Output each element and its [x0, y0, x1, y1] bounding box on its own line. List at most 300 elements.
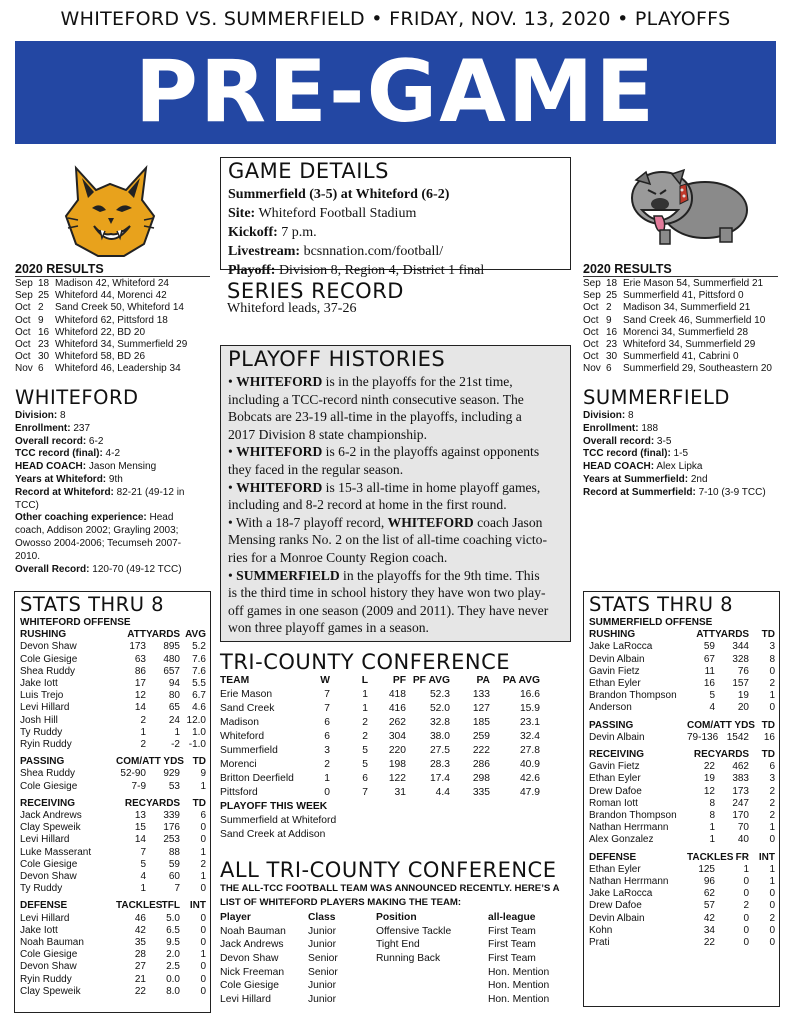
info-line — [15, 423, 215, 436]
bobcat-logo-icon — [58, 160, 163, 260]
info-line — [15, 461, 215, 474]
playoff-week-title: PLAYOFF THIS WEEK — [220, 801, 328, 812]
stats-header-cell: RECEIVING — [589, 749, 645, 761]
stats-cell: 5.5 — [192, 678, 206, 690]
stats-cell: 94 — [168, 678, 180, 690]
stats-cell: Cole Giesige — [20, 949, 78, 961]
result-score: Summerfield 41, Cabrini 0 — [623, 351, 739, 363]
tcc-row — [220, 786, 572, 800]
tcc-header-cell: L — [361, 675, 368, 686]
tcc-row — [220, 716, 572, 730]
game-details-box — [220, 157, 571, 278]
info-label: Record at Whiteford: — [15, 486, 114, 498]
stats-cell: 0 — [743, 888, 749, 900]
stats-cell: 16 — [763, 731, 775, 743]
info-label: TCC record (final): — [15, 448, 103, 460]
history-text: is the third time in school history they have won two play- — [228, 585, 546, 601]
stats-header-cell: COM/ATT YDS — [687, 719, 755, 731]
info-value: 7-10 (3-9 TCC) — [695, 486, 766, 498]
stats-header-cell: TACKLES — [116, 900, 163, 912]
stats-cell: 12.0 — [186, 714, 206, 726]
result-month: Oct — [15, 326, 31, 338]
left-results-title: 2020 RESULTS — [15, 262, 210, 277]
result-row — [15, 302, 215, 314]
stats-header-row — [589, 749, 775, 761]
history-team: WHITEFORD — [387, 514, 474, 530]
stats-header-cell: TFL — [161, 900, 180, 912]
stats-row — [20, 847, 206, 859]
info-line — [583, 423, 783, 436]
info-line — [583, 474, 783, 487]
stats-cell: 0 — [200, 973, 206, 985]
stats-cell: 0 — [200, 937, 206, 949]
result-row — [583, 339, 783, 351]
info-value: 8 — [57, 410, 66, 421]
stats-row — [589, 864, 775, 876]
info-line — [15, 410, 215, 423]
stats-header-cell: INT — [189, 900, 206, 912]
result-day: 25 — [38, 290, 50, 302]
stats-header-row — [20, 798, 206, 810]
all-tcc-cell: Cole Giesige — [220, 980, 279, 992]
history-team: WHITEFORD — [236, 444, 323, 460]
stats-cell: 3 — [769, 773, 775, 785]
result-month: Oct — [583, 302, 599, 314]
all-tcc-cell: Jack Andrews — [220, 939, 284, 951]
stats-row — [20, 949, 206, 961]
stats-header-cell: YARDS — [146, 797, 181, 809]
stats-header-cell: ATT — [127, 629, 146, 641]
history-text: Mensing ranks No. 2 on the list of all-time coaching victo- — [228, 532, 548, 548]
stats-cell: 1.0 — [192, 726, 206, 738]
stats-cell: 2 — [769, 678, 775, 690]
stats-cell: 2 — [743, 900, 749, 912]
playoff-histories-body — [228, 373, 568, 637]
stats-cell: 462 — [732, 761, 749, 773]
all-tcc-row — [220, 979, 572, 993]
tcc-cell: 15.9 — [519, 703, 540, 714]
stats-cell: 60 — [168, 871, 180, 883]
stats-cell: 27 — [134, 961, 146, 973]
tcc-cell: 2 — [362, 717, 368, 728]
tcc-header-cell: PF — [392, 675, 406, 686]
result-month: Oct — [583, 339, 599, 351]
history-team: WHITEFORD — [236, 479, 323, 495]
result-row — [583, 327, 783, 339]
tcc-cell: 31 — [394, 787, 406, 798]
stats-cell: 5.2 — [192, 641, 206, 653]
stats-row — [589, 888, 775, 900]
stats-cell: Shea Ruddy — [20, 768, 76, 780]
info-label: Years at Whiteford: — [15, 473, 107, 485]
stats-row — [20, 641, 206, 653]
stats-cell: Clay Speweik — [20, 985, 81, 997]
kickoff-value: 7 p.m. — [281, 225, 317, 240]
stats-row — [589, 773, 775, 785]
stats-cell: 0 — [200, 834, 206, 846]
stats-cell: Drew Dafoe — [589, 785, 642, 797]
stats-cell: Devon Shaw — [20, 641, 77, 653]
tcc-cell: 7 — [324, 689, 330, 700]
stats-cell: 0 — [769, 702, 775, 714]
stats-cell: 895 — [163, 641, 180, 653]
stats-cell: 1 — [200, 780, 206, 792]
result-day: 16 — [38, 326, 50, 338]
history-text: is 15-3 all-time in home playoff games, — [322, 479, 541, 495]
tcc-cell: 133 — [472, 689, 490, 700]
stats-cell: Ethan Eyler — [589, 863, 641, 875]
stats-cell: Luke Masserant — [20, 846, 92, 858]
all-tcc-table — [220, 882, 572, 1006]
all-tcc-cell — [376, 993, 488, 1007]
result-row — [583, 302, 783, 314]
stats-cell: 176 — [163, 822, 180, 834]
stats-header-cell: YARDS — [715, 629, 750, 641]
tcc-cell: 2 — [362, 731, 368, 742]
stats-cell: Ryin Ruddy — [20, 739, 72, 751]
result-row — [583, 363, 783, 375]
result-row — [15, 339, 215, 351]
result-day: 18 — [38, 278, 50, 289]
game-details-title: GAME DETAILS — [228, 159, 389, 183]
stats-cell: Gavin Fietz — [589, 665, 640, 677]
result-day: 18 — [606, 278, 618, 289]
stats-row — [589, 678, 775, 690]
stats-cell: 0 — [769, 924, 775, 936]
stats-cell: Brandon Thompson — [589, 690, 677, 702]
history-lead: • — [228, 479, 237, 495]
tcc-cell: 32.4 — [519, 731, 540, 742]
series-text: Whiteford leads, 37-26 — [227, 301, 357, 316]
stats-cell: 11 — [704, 665, 715, 677]
result-score: Morenci 34, Summerfield 28 — [623, 326, 749, 338]
stats-cell: 57 — [703, 900, 715, 912]
history-text: they faced in the regular season. — [228, 461, 404, 477]
stats-cell: 339 — [163, 810, 180, 822]
result-day: 6 — [38, 363, 44, 375]
stats-header-cell: PASSING — [20, 756, 65, 768]
result-month: Nov — [15, 363, 33, 375]
stats-cell: 2 — [769, 785, 775, 797]
stats-cell: 13 — [134, 810, 146, 822]
tcc-cell: Summerfield — [220, 745, 278, 756]
stats-cell: Prati — [589, 937, 610, 949]
stats-cell: 0 — [200, 961, 206, 973]
stats-cell: 42 — [134, 924, 146, 936]
stats-row — [20, 690, 206, 702]
stats-header-cell: DEFENSE — [20, 900, 68, 912]
tcc-cell: Whiteford — [220, 731, 265, 742]
result-day: 30 — [38, 351, 50, 363]
playoff-game: Sand Creek at Addison — [220, 829, 326, 840]
stats-cell: Kohn — [589, 924, 613, 936]
stats-cell: -2 — [171, 739, 180, 751]
stats-cell: 19 — [703, 773, 715, 785]
stats-row — [589, 641, 775, 653]
stats-cell: Levi Hillard — [20, 912, 70, 924]
stats-row — [20, 727, 206, 739]
stats-cell: 0.0 — [166, 973, 180, 985]
stats-header-cell: TACKLES — [687, 851, 734, 863]
info-value: 9th — [106, 473, 123, 485]
history-text: is in the playoffs for the 21st time, — [322, 374, 513, 389]
stats-cell: 20 — [737, 702, 749, 714]
result-month: Sep — [583, 278, 601, 289]
tcc-cell: 222 — [472, 745, 490, 756]
stats-cell: 65 — [168, 702, 180, 714]
stats-header-cell: TD — [761, 719, 775, 731]
stats-cell: 2.0 — [166, 949, 180, 961]
tcc-cell: 286 — [472, 759, 490, 770]
right-stats-box — [583, 591, 780, 1007]
tcc-title: TRI-COUNTY CONFERENCE — [220, 650, 511, 674]
stats-row — [20, 961, 206, 973]
stats-row — [589, 913, 775, 925]
info-label: Enrollment: — [583, 422, 639, 434]
result-row — [583, 290, 783, 302]
result-row — [583, 315, 783, 327]
history-team: SUMMERFIELD — [236, 567, 340, 583]
result-row — [15, 278, 215, 290]
stats-cell: 24 — [168, 714, 180, 726]
game-details-body — [228, 185, 568, 280]
result-row — [15, 290, 215, 302]
info-value: 1-5 — [670, 448, 689, 460]
stats-cell: 2 — [200, 858, 206, 870]
info-value: 4-2 — [102, 448, 121, 460]
info-line — [15, 448, 215, 461]
stats-cell: 1 — [200, 871, 206, 883]
info-line — [15, 487, 215, 500]
stats-cell: 35 — [134, 937, 146, 949]
playoff-label: Playoff: — [228, 263, 276, 278]
tcc-cell: 42.6 — [519, 773, 540, 784]
stats-cell: Clay Speweik — [20, 822, 81, 834]
stats-header-row — [589, 629, 775, 641]
tcc-row — [220, 758, 572, 772]
stats-row — [589, 690, 775, 702]
stats-cell: Levi Hillard — [20, 702, 70, 714]
result-month: Oct — [15, 314, 31, 326]
result-day: 30 — [606, 351, 618, 363]
stats-header-cell: RUSHING — [589, 629, 636, 641]
result-month: Sep — [583, 290, 601, 302]
stats-header-row — [589, 720, 775, 732]
all-tcc-row — [220, 966, 572, 980]
tcc-cell: 220 — [388, 745, 406, 756]
stats-row — [20, 810, 206, 822]
result-score: Summerfield 41, Pittsford 0 — [623, 290, 744, 302]
tcc-cell: 416 — [388, 703, 406, 714]
stats-row — [20, 859, 206, 871]
stats-cell: 12 — [703, 785, 715, 797]
tcc-cell: 1 — [324, 773, 330, 784]
stats-cell: 383 — [732, 773, 749, 785]
result-month: Oct — [15, 351, 31, 363]
stats-cell: 0 — [743, 912, 749, 924]
tcc-cell: 4.4 — [435, 787, 450, 798]
result-day: 2 — [606, 302, 612, 314]
result-score: Whiteford 22, BD 20 — [55, 326, 146, 338]
all-tcc-cell: Hon. Mention — [488, 966, 550, 978]
all-tcc-cell — [376, 979, 488, 993]
stats-subtitle: WHITEFORD OFFENSE — [20, 617, 131, 628]
stats-cell: 3 — [769, 641, 775, 653]
info-line — [15, 436, 215, 449]
history-team: WHITEFORD — [236, 374, 323, 389]
history-text: including and 8-2 record at home in the first round. — [228, 497, 507, 513]
left-results-list — [15, 278, 215, 376]
all-tcc-cell: Junior — [308, 980, 337, 992]
stats-cell: Ethan Eyler — [589, 678, 641, 690]
stats-cell: 21 — [134, 973, 146, 985]
summerfield-info — [583, 410, 783, 500]
stats-header-cell: AVG — [185, 629, 206, 641]
info-label: TCC record (final): — [583, 448, 671, 460]
info-label: HEAD COACH: — [15, 461, 87, 473]
info-line — [583, 436, 783, 449]
stats-row — [20, 913, 206, 925]
all-tcc-cell: Senior — [308, 966, 338, 978]
stats-cell: Levi Hillard — [20, 834, 70, 846]
tcc-cell: 40.9 — [519, 759, 540, 770]
stats-header-cell: PASSING — [589, 719, 634, 731]
result-month: Oct — [583, 314, 599, 326]
stats-row — [20, 822, 206, 834]
info-label: Enrollment: — [15, 422, 71, 434]
tcc-cell: 2 — [324, 759, 330, 770]
stats-header-cell: YARDS — [715, 749, 750, 761]
stats-row — [20, 768, 206, 780]
tcc-cell: 7 — [324, 703, 330, 714]
stats-cell: Ty Ruddy — [20, 883, 63, 895]
stats-cell: 96 — [703, 876, 715, 888]
playoff-history-item — [228, 567, 568, 637]
stats-cell: 70 — [737, 822, 749, 834]
stats-cell: 15 — [134, 822, 146, 834]
tcc-cell: 259 — [472, 731, 490, 742]
stats-cell: 1 — [769, 690, 775, 702]
stats-cell: 53 — [168, 780, 180, 792]
tcc-cell: 28.3 — [429, 759, 450, 770]
stats-cell: 5.0 — [166, 912, 180, 924]
stats-cell: 22 — [703, 937, 715, 949]
playoff-history-item — [228, 479, 568, 514]
whiteford-info — [15, 410, 215, 576]
stats-cell: 34 — [703, 924, 715, 936]
info-value: 82-21 (49-12 in — [113, 486, 185, 498]
result-month: Nov — [583, 363, 601, 375]
stats-cell: 1 — [709, 834, 715, 846]
stats-row — [20, 678, 206, 690]
stats-cell: 40 — [737, 834, 749, 846]
info-line — [583, 410, 783, 423]
history-text: in the playoffs for the 9th time. This — [339, 567, 540, 583]
stats-cell: Drew Dafoe — [589, 900, 642, 912]
stats-cell: 6.7 — [192, 690, 206, 702]
all-tcc-row — [220, 993, 572, 1007]
info-line — [15, 525, 215, 538]
tcc-cell: Britton Deerfield — [220, 773, 294, 784]
tcc-cell: 304 — [388, 731, 406, 742]
stats-header-cell: COM/ATT YDS — [116, 756, 184, 768]
info-line — [15, 512, 215, 525]
stats-cell: 0 — [743, 876, 749, 888]
tcc-row — [220, 744, 572, 758]
stats-header-row — [20, 629, 206, 641]
stats-cell: 79-136 — [687, 731, 719, 743]
all-tcc-cell: Devon Shaw — [220, 952, 279, 964]
all-tcc-cell: Junior — [308, 939, 337, 951]
history-text: is 6-2 in the playoffs against opponents — [322, 444, 540, 460]
playoff-histories-box — [220, 345, 571, 642]
stats-cell: 480 — [163, 653, 180, 665]
stats-header-row — [589, 852, 775, 864]
stats-cell: 2.5 — [166, 961, 180, 973]
tcc-cell: 16.6 — [519, 689, 540, 700]
stats-cell: 657 — [163, 665, 180, 677]
stats-header-row — [20, 900, 206, 912]
stats-cell: 63 — [134, 653, 146, 665]
stats-cell: 17 — [134, 678, 146, 690]
all-tcc-cell: Senior — [308, 952, 338, 964]
tcc-cell: Morenci — [220, 759, 257, 770]
stats-cell: 1 — [200, 949, 206, 961]
tcc-cell: 47.9 — [519, 787, 540, 798]
stats-cell: 1 — [174, 726, 180, 738]
all-tcc-cell: Nick Freeman — [220, 966, 285, 978]
history-text: off games in one season (2009 and 2011). They have never — [228, 602, 549, 618]
stats-cell: 1542 — [726, 731, 749, 743]
stats-cell: Noah Bauman — [20, 937, 84, 949]
stats-cell: 52-90 — [120, 768, 146, 780]
stats-row — [589, 761, 775, 773]
stats-cell: Jake Iott — [20, 924, 58, 936]
tcc-cell: 5 — [362, 745, 368, 756]
right-results-list — [583, 278, 783, 376]
stats-cell: 1 — [140, 726, 146, 738]
stats-cell: 4.6 — [192, 702, 206, 714]
history-lead: • — [228, 567, 237, 583]
result-score: Madison 42, Whiteford 24 — [55, 278, 169, 289]
result-day: 6 — [606, 363, 612, 375]
stats-subtitle: SUMMERFIELD OFFENSE — [589, 617, 713, 628]
stats-cell: 0 — [200, 883, 206, 895]
info-value: 237 — [70, 422, 91, 434]
all-tcc-title: ALL TRI-COUNTY CONFERENCE — [220, 858, 557, 882]
left-stats-table — [20, 617, 206, 998]
stats-cell: 1 — [743, 863, 749, 875]
stats-row — [589, 822, 775, 834]
stats-cell: 0 — [769, 665, 775, 677]
all-tcc-cell — [376, 966, 488, 980]
info-label: Record at Summerfield: — [583, 486, 696, 498]
site-label: Site: — [228, 206, 256, 221]
stats-cell: Devin Albain — [589, 912, 645, 924]
stats-cell: 42 — [703, 912, 715, 924]
stats-cell: 4 — [709, 702, 715, 714]
info-line — [15, 564, 215, 577]
all-tcc-intro: LIST OF WHITEFORD PLAYERS MAKING THE TEAM: — [220, 896, 462, 908]
stats-cell: 0 — [769, 888, 775, 900]
result-score: Whiteford 34, Summerfield 29 — [623, 339, 756, 351]
tcc-cell: 6 — [324, 717, 330, 728]
info-value: Head — [146, 512, 174, 524]
stats-cell: 1 — [709, 822, 715, 834]
right-results-title: 2020 RESULTS — [583, 262, 778, 277]
history-lead: • With a 18-7 playoff record, — [228, 514, 388, 530]
playoff-history-item — [228, 373, 568, 443]
